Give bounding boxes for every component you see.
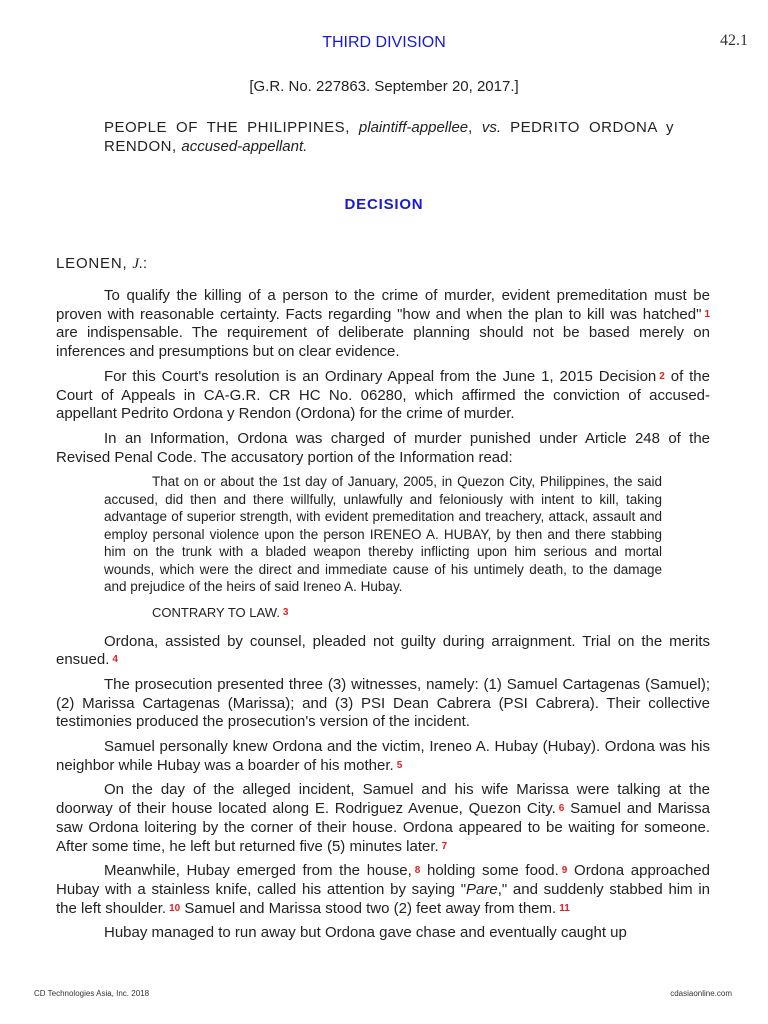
paragraph-text: On the day of the alleged incident, Samuel and his wife Marissa were talking at the doorway of their house located along E. Rodriguez Avenue, Quezon City. — [56, 781, 710, 818]
ponente-suffix: : — [142, 255, 148, 272]
paragraph — [56, 633, 710, 670]
versus-label: vs. — [481, 119, 502, 136]
paragraph — [56, 862, 710, 918]
accused-name: PEDRITO ORDONA y RENDON — [104, 119, 675, 155]
footnote-link[interactable]: 7 — [441, 840, 448, 852]
paragraph-text: CONTRARY TO LAW. — [152, 604, 280, 620]
gr-number: [G.R. No. 227863. September 20, 2017.] — [249, 78, 519, 95]
paragraph-text: holding some food. — [420, 862, 559, 880]
paragraph-text: are indispensable. The requirement of deliberate planning should not be based merely on inferences and presumptions but on clear evidence. — [56, 324, 710, 361]
paragraph-text: ," and suddenly stabbed him in the left shoulder. — [56, 880, 711, 917]
contrary-to-law — [152, 604, 710, 623]
paragraph-text: Ordona, assisted by counsel, pleaded not guilty during arraignment. Trial on the merits ensued. — [56, 632, 710, 669]
paragraph-text: Samuel and Marissa saw Ordona loitering by the corner of their house. Ordona appeared to be waiting for someone. After some time, he left but returned five (5) minutes later. — [56, 800, 710, 855]
case-parties: PEOPLE OF THE PHILIPPINES, plaintiff-appellee, vs. PEDRITO ORDONA y RENDON, accused-appellant. — [104, 119, 675, 155]
paragraph-text: Samuel personally knew Ordona and the victim, Ireneo A. Hubay (Hubay). Ordona was his neighbor while Hubay was a boarder of his mother. — [56, 738, 710, 774]
paragraph — [56, 781, 710, 856]
accused-role: accused-appellant. — [181, 138, 308, 155]
ponente — [56, 255, 148, 273]
decision-body — [56, 287, 710, 949]
paragraph-text: Samuel and Marissa stood two (2) feet away from them. — [180, 899, 557, 917]
footnote-link[interactable]: 10 — [169, 902, 181, 914]
plaintiff-role: plaintiff-appellee — [358, 119, 469, 136]
paragraph: In an Information, Ordona was charged of murder punished under Article 248 of the Revised Penal Code. The accusatory portion of the Information read: — [56, 429, 710, 466]
paragraph-text: For this Court's resolution is an Ordinary Appeal from the June 1, 2015 Decision — [104, 367, 657, 385]
division-heading: THIRD DIVISION — [322, 34, 446, 51]
paragraph — [56, 368, 710, 424]
footnote-link[interactable]: 9 — [561, 865, 568, 877]
footnote-link[interactable]: 2 — [659, 370, 665, 382]
block-quote: That on or about the 1st day of January, 2005, in Quezon City, Philippines, the said accused, did then and there willfully, unlawfully and feloniously with intent to kill, taking advantage of superior strength, with evident premeditation and treachery, attack, assault and employ personal violence upon the person IRENEO A. HUBAY, by then and there stabbing him on the trunk with a bladed weapon thereby inflicting upon him serious and mortal wounds, which were the direct and immediate cause of his untimely death, to the damage and prejudice of the heirs of said Ireneo A. Hubay. — [104, 474, 662, 595]
footnote-link[interactable]: 8 — [414, 865, 421, 877]
paragraph-text: of the Court of Appeals in CA-G.R. CR HC No. 06280, which affirmed the conviction of accused-appellant Pedrito Ordona y Rendon (Ordona) for the crime of murder. — [56, 367, 710, 423]
footnote-link[interactable]: 1 — [704, 308, 710, 320]
paragraph: Hubay managed to run away but Ordona gave chase and eventually caught up — [104, 924, 627, 942]
footer-site: cdasiaonline.com — [670, 989, 732, 998]
paragraph-text: Ordona approached Hubay with a stainless knife, called his attention by saying " — [56, 862, 710, 898]
paragraph-text: To qualify the killing of a person to the crime of murder, evident premeditation must be proven with reasonable certainty. Facts regarding "how and when the plan to kill was hatched" — [56, 287, 710, 323]
footnote-link[interactable]: 3 — [282, 606, 289, 618]
ponente-title: J. — [132, 256, 143, 272]
paragraph — [56, 738, 710, 775]
footnote-link[interactable]: 11 — [559, 902, 570, 914]
paragraph: The prosecution presented three (3) witnesses, namely: (1) Samuel Cartagenas (Samuel); (2) Marissa Cartagenas (Marissa); and (3) PSI Dean Cabrera (PSI Cabrera). Their collective testimonies produced the prosecution's version of the incident. — [56, 675, 710, 731]
decision-heading: DECISION — [344, 196, 424, 213]
page-number: 42.1 — [720, 32, 748, 49]
paragraph-text: Meanwhile, Hubay emerged from the house, — [104, 862, 412, 880]
italic-term: Pare — [466, 880, 498, 898]
footnote-link[interactable]: 6 — [558, 803, 565, 815]
plaintiff-name: PEOPLE OF THE PHILIPPINES — [104, 119, 346, 136]
footnote-link[interactable]: 5 — [396, 759, 403, 771]
ponente-name: LEONEN, — [56, 255, 128, 272]
footnote-link[interactable]: 4 — [112, 654, 118, 666]
footer-copyright: CD Technologies Asia, Inc. 2018 — [34, 989, 150, 998]
paragraph — [56, 287, 710, 362]
